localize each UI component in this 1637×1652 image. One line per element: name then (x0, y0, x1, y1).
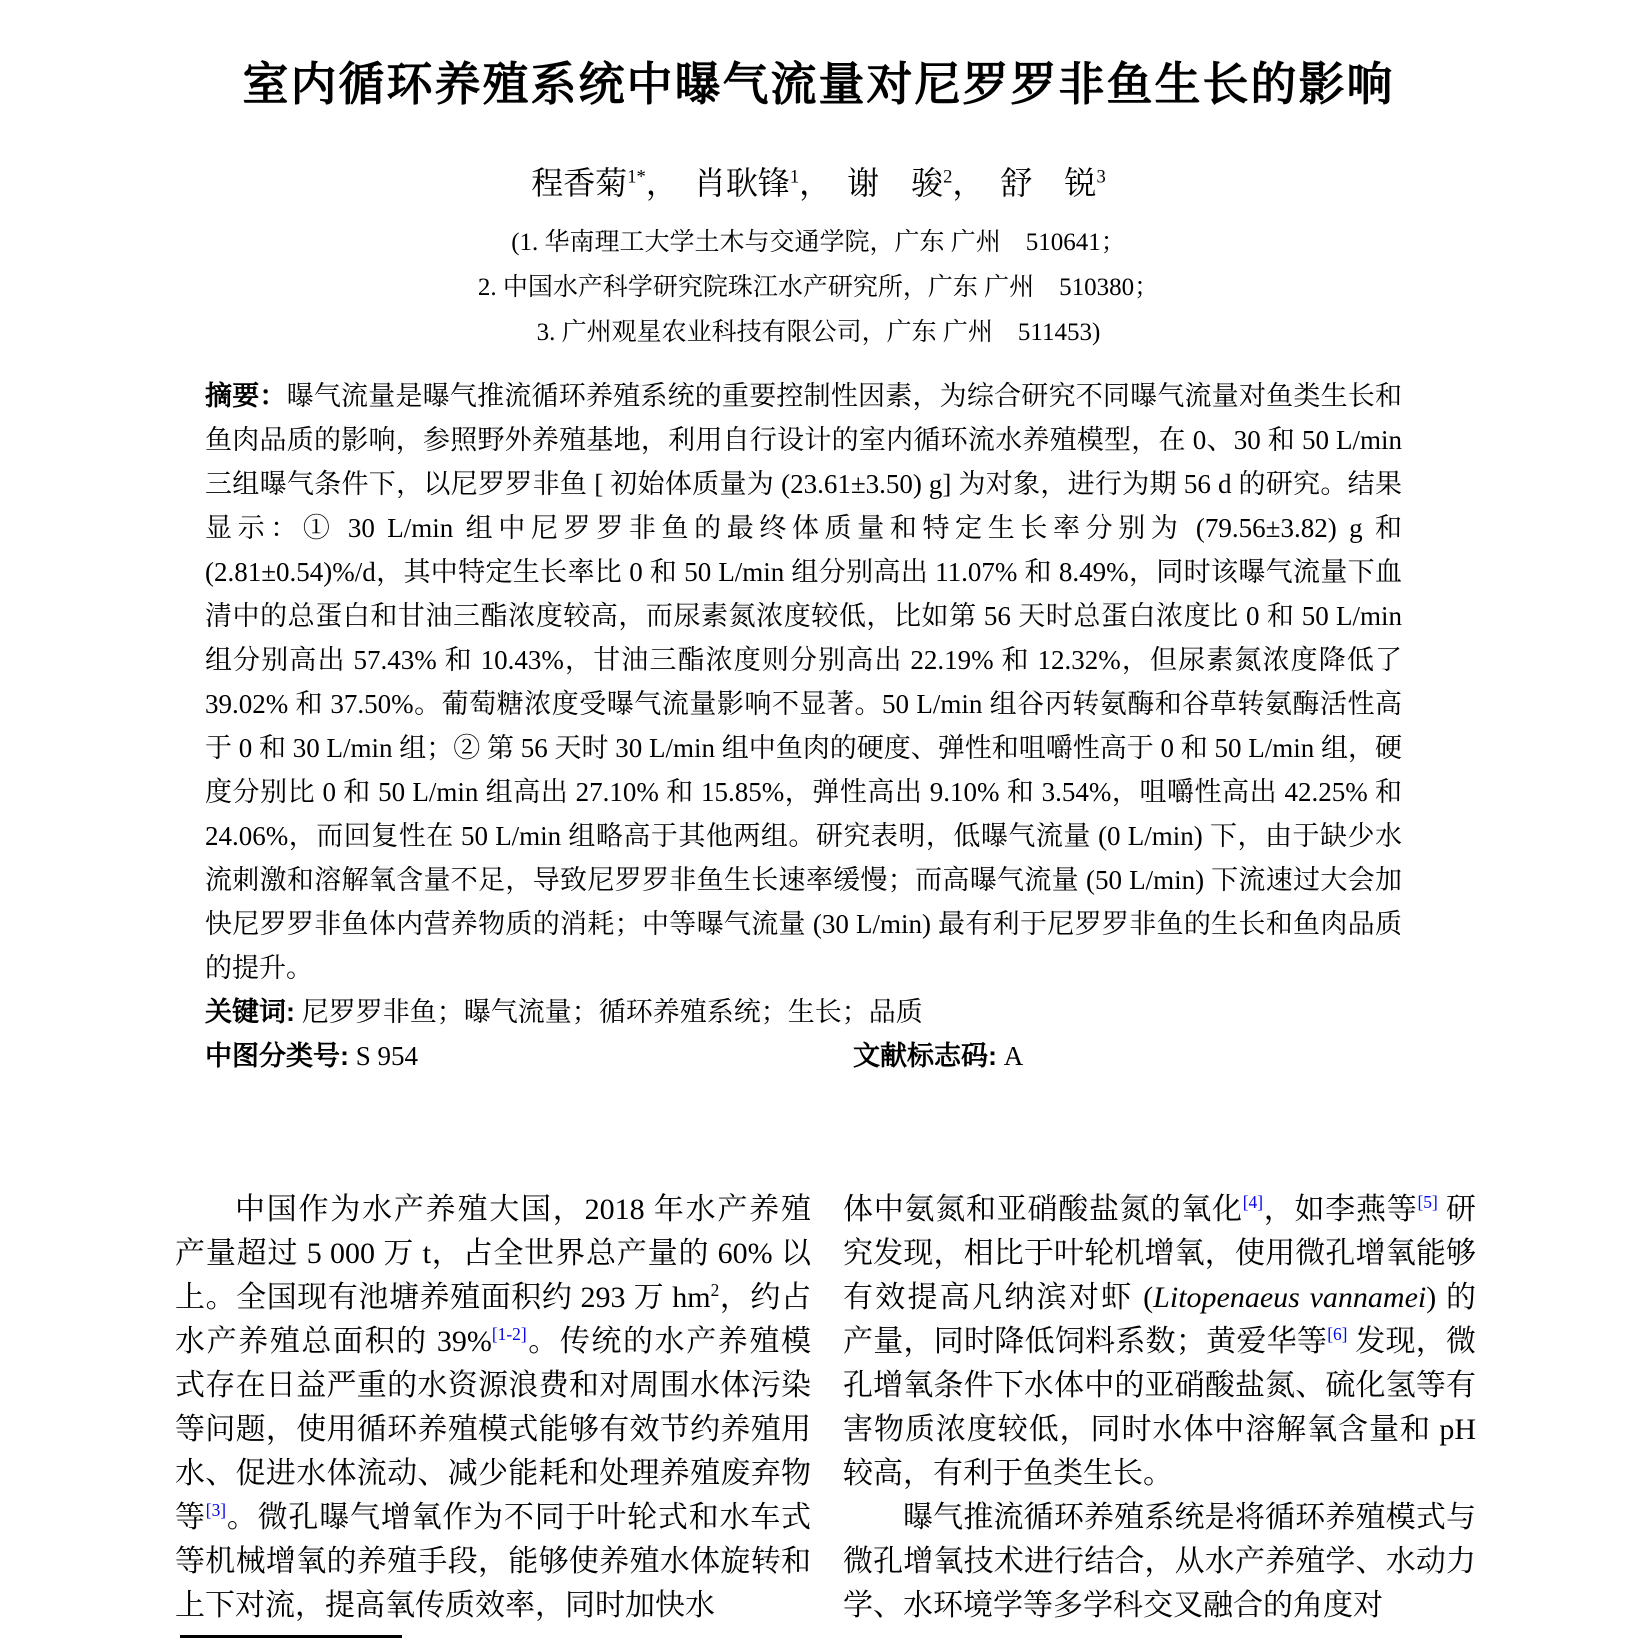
text-run: ， 肖耿锋 (645, 165, 790, 201)
text-run: 程香菊 (531, 165, 628, 201)
paper-title: 室内循环养殖系统中曝气流量对尼罗罗非鱼生长的影响 (242, 58, 1395, 110)
superscript: 1 (789, 166, 800, 188)
abstract-paragraph (205, 374, 1402, 990)
clc-item (205, 1041, 418, 1071)
abstract-text: 曝气流量是曝气推流循环养殖系统的重要控制性因素，为综合研究不同曝气流量对鱼类生长和鱼肉品质的影响，参照野外养殖基地，利用自行设计的室内循环流水养殖模型，在 0、30 和 50 L/min 三组曝气条件下，以尼罗罗非鱼 [ 初始体质量为 (23.61±3.50) g] 为对象，进行为期 56 d 的研究。结果显示：① 30 L/min 组中尼罗罗非鱼的最终体质量和特定生长率分别为 (79.56±3.82) g 和 (2.81±0.54)%/d，其中特定生长率比 0 和 50 L/min 组分别高出 11.07% 和 8.49%，同时该曝气流量下血清中的总蛋白和甘油三酯浓度较高，而尿素氮浓度较低，比如第 56 天时总蛋白浓度比 0 和 50 L/min 组分别高出 57.43% 和 10.43%，甘油三酯浓度则分别高出 22.19% 和 12.32%，但尿素氮浓度降低了 39.02% 和 37.50%。葡萄糖浓度受曝气流量影响不显著。50 L/min 组谷丙转氨酶和谷草转氨酶活性高于 0 和 30 L/min 组；② 第 56 天时 30 L/min 组中鱼肉的硬度、弹性和咀嚼性高于 0 和 50 L/min 组，硬度分别比 0 和 50 L/min 组高出 27.10% 和 15.85%，弹性高出 9.10% 和 3.54%，咀嚼性高出 42.25% 和 24.06%，而回复性在 50 L/min 组略高于其他两组。研究表明，低曝气流量 (0 L/min) 下，由于缺少水流刺激和溶解氧含量不足，导致尼罗罗非鱼生长速率缓慢；而高曝气流量 (50 L/min) 下流速过大会加快尼罗罗非鱼体内营养物质的消耗；中等曝气流量 (30 L/min) 最有利于尼罗罗非鱼的生长和鱼肉品质的提升。 (205, 381, 1403, 983)
clc-label: 中图分类号: (205, 1041, 349, 1071)
footnote-rule (180, 1635, 402, 1638)
doc-code-label: 文献标志码: (853, 1041, 997, 1071)
authors-line (0, 158, 1637, 204)
species-name: Litopenaeus vannamei (1153, 1281, 1427, 1314)
text-run: ， 舒 锐 (952, 165, 1097, 201)
text-run: 曝气推流循环养殖系统是将循环养殖模式与微孔增氧技术进行结合，从水产养殖学、水动力学、水环境学等多学科交叉融合的角度对 (843, 1501, 1476, 1622)
superscript: 2 (710, 1280, 720, 1300)
superscript: 3 (1096, 166, 1106, 188)
citation-ref[interactable]: [1-2] (491, 1324, 527, 1344)
affiliation-3: 3. 广州观星农业科技有限公司，广东 广州 511453) (536, 319, 1101, 346)
citation-ref[interactable]: [3] (205, 1500, 227, 1520)
right-column (843, 1188, 1476, 1628)
affiliations (0, 220, 1637, 355)
classification-row (205, 1034, 1402, 1078)
body-paragraph-intro (175, 1188, 811, 1628)
citation-ref[interactable]: [4] (1242, 1192, 1263, 1212)
clc-value: S 954 (349, 1041, 419, 1071)
text-run: 发现，微孔增氧条件下水体中的亚硝酸盐氮、硫化氢等有害物质浓度较低，同时水体中溶解氧含量和 pH 较高，有利于鱼类生长。 (843, 1325, 1477, 1490)
text-run: 中国作为水产养殖大国，2018 年水产养殖产量超过 5 000 万 t，占全世界总产量的 60% 以上。全国现有池塘养殖面积约 293 万 hm (175, 1193, 811, 1314)
text-run: 。微孔曝气增氧作为不同于叶轮式和水车式等机械增氧的养殖手段，能够使养殖水体旋转和上下对流，提高氧传质效率，同时加快水 (175, 1501, 812, 1622)
keywords-text: 尼罗罗非鱼；曝气流量；循环养殖系统；生长；品质 (295, 997, 923, 1027)
doc-code-value: A (997, 1041, 1024, 1071)
superscript: 2 (943, 166, 953, 188)
abstract-block (205, 374, 1402, 1078)
body-paragraph-intro-continued (843, 1188, 1476, 1496)
text-run: ，约占水产养殖总面积的 39% (175, 1281, 811, 1358)
text-run: 体中氨氮和亚硝酸盐氮的氧化 (843, 1193, 1243, 1226)
citation-ref[interactable]: [5] (1417, 1192, 1438, 1212)
keywords-label: 关键词: (205, 997, 295, 1027)
affiliation-1: (1. 华南理工大学土木与交通学院，广东 广州 510641； (511, 229, 1126, 256)
doc-code-item (853, 1034, 1023, 1078)
body-paragraph-system (843, 1496, 1476, 1628)
text-run: ) 的产量，同时降低饲料系数；黄爱华等 (843, 1281, 1476, 1358)
text-run: 。传统的水产养殖模式存在日益严重的水资源浪费和对周围水体污染等问题，使用循环养殖模式能够有效节约养殖用水、促进水体流动、减少能耗和处理养殖废弃物等 (175, 1325, 811, 1534)
affiliation-2: 2. 中国水产科学研究院珠江水产研究所，广东 广州 510380； (477, 274, 1160, 301)
text-run: ， 谢 骏 (799, 165, 944, 201)
abstract-label: 摘要： (205, 381, 287, 411)
citation-ref[interactable]: [6] (1327, 1324, 1348, 1344)
left-column (175, 1188, 811, 1628)
superscript: 1* (627, 166, 646, 188)
keywords-line (205, 990, 1402, 1034)
text-run: ，如李燕等 (1263, 1193, 1418, 1226)
text-run: 研究发现，相比于叶轮机增氧，使用微孔增氧能够有效提高凡纳滨对虾 ( (843, 1193, 1477, 1314)
